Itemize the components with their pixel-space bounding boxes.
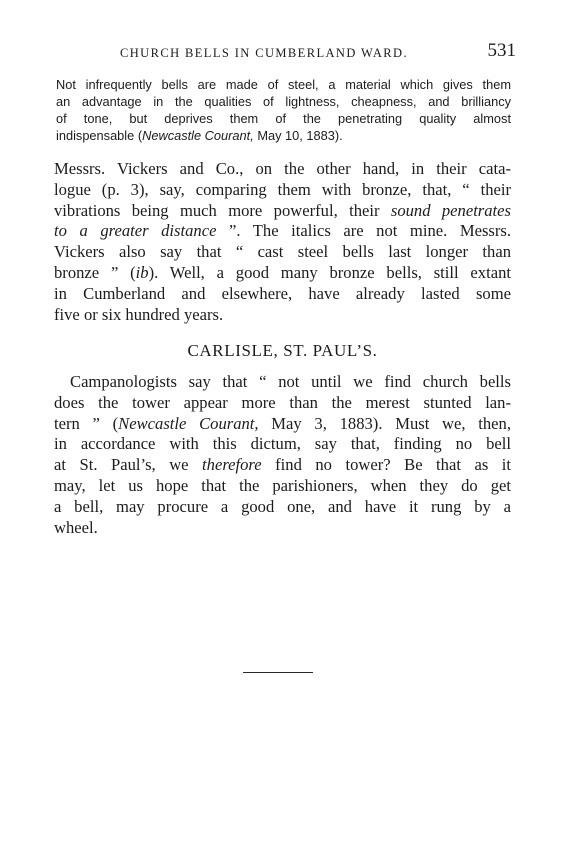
text-segment: bronze ” ( xyxy=(54,262,136,282)
emphasis: sound penetrates xyxy=(390,200,511,220)
emphasis: ib xyxy=(135,262,149,282)
paragraph-vickers xyxy=(54,159,511,325)
quote-source: Newcastle Courant, xyxy=(142,128,254,143)
text-line: in Cumberland and elsewhere, have already lasted some xyxy=(54,283,511,303)
emphasis: therefore xyxy=(202,455,262,475)
text-segment: May 3, 1883). Must we, then, xyxy=(258,413,511,433)
text-line: wheel. xyxy=(54,517,98,537)
text-line: five or six hundred years. xyxy=(54,304,224,324)
text-line: a bell, may procure a good one, and have it rung by a xyxy=(54,496,511,516)
text-line: Messrs. Vickers and Co., on the other hand, in their cata- xyxy=(54,159,511,178)
text-segment: ”. The italics are not mine. Messrs. xyxy=(216,221,511,241)
section-heading: CARLISLE, ST. PAUL’S. xyxy=(187,341,378,360)
quote-line: of tone, but deprives them of the penetrating quality almost xyxy=(56,111,511,126)
text-line: in accordance with this dictum, say that, finding no bell xyxy=(54,434,511,454)
page-number: 531 xyxy=(487,40,516,61)
block-quote xyxy=(56,76,511,144)
text-line: Vickers also say that “ cast steel bells last longer than xyxy=(54,242,511,262)
running-head xyxy=(56,40,516,64)
emphasis: Newcastle Courant, xyxy=(118,413,259,433)
paragraph-carlisle xyxy=(54,372,511,538)
text-line: logue (p. 3), say, comparing them with bronze, that, “ their xyxy=(54,179,511,199)
quote-line: an advantage in the qualities of lightness, cheapness, and brilliancy xyxy=(56,94,511,109)
text-segment: ). Well, a good many bronze bells, still extant xyxy=(148,262,511,282)
text-segment: vibrations being much more powerful, their xyxy=(54,200,391,220)
end-rule xyxy=(243,672,313,673)
text-segment: at St. Paul’s, we xyxy=(54,455,203,475)
text-line xyxy=(54,201,511,222)
running-title: CHURCH BELLS IN CUMBERLAND WARD. xyxy=(120,46,408,60)
text-line xyxy=(54,414,511,435)
text-line: does the tower appear more than the merest stunted lan- xyxy=(54,392,511,412)
text-segment: tern ” ( xyxy=(54,413,119,433)
text-line: may, let us hope that the parishioners, when they do get xyxy=(54,475,511,495)
quote-line xyxy=(56,127,511,144)
quote-line: Not infrequently bells are made of steel, a material which gives them xyxy=(56,77,511,92)
text-segment: find no tower? Be that as it xyxy=(261,455,511,475)
quote-text: May 10, 1883). xyxy=(253,128,343,143)
text-line: Campanologists say that “ not until we find church bells xyxy=(70,372,511,391)
emphasis: to a greater distance xyxy=(54,221,217,241)
text-line xyxy=(54,455,511,476)
text-line xyxy=(54,221,511,242)
text-line xyxy=(54,263,511,284)
quote-text: indispensable ( xyxy=(56,128,143,143)
